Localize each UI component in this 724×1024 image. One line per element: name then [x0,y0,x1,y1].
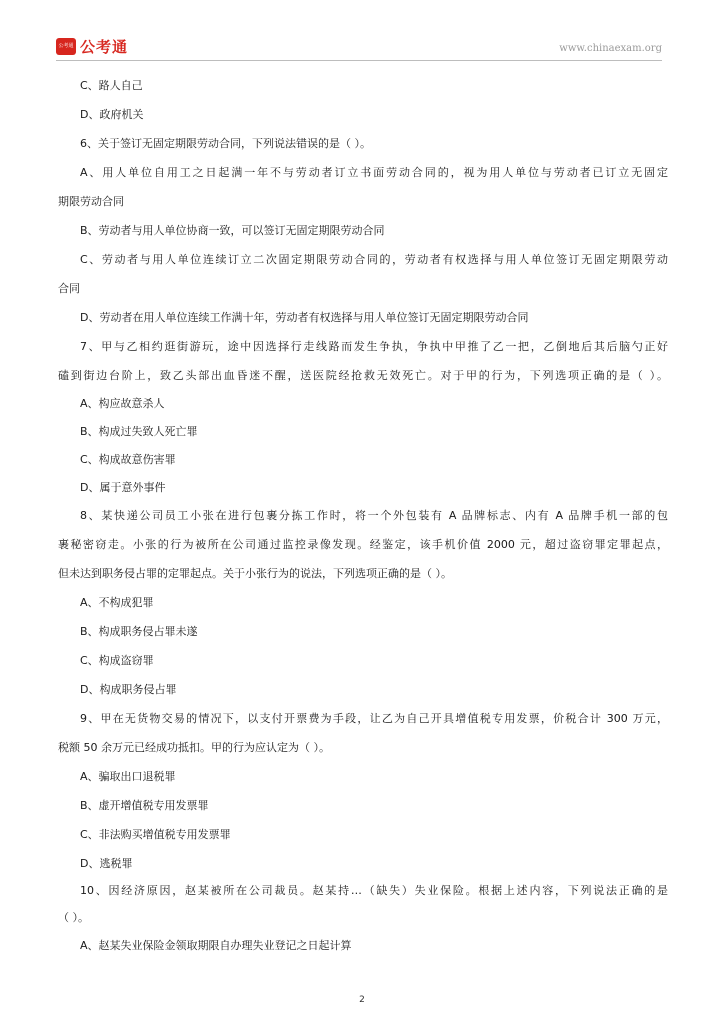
text-line: B、虚开增值税专用发票罪 [80,799,209,812]
text-line: A、骗取出口退税罪 [80,770,176,783]
logo-text: 公考通 [80,38,129,56]
text-line: B、构成职务侵占罪未遂 [80,625,198,638]
text-line: A、构应故意杀人 [80,397,165,410]
text-line: C、劳动者与用人单位连续订立二次固定期限劳动合同的，劳动者有权选择与用人单位签订无固定期限劳动 [80,253,668,266]
text-line: D、属于意外事件 [80,481,166,494]
text-line: D、构成职务侵占罪 [80,683,177,696]
logo[interactable] [56,36,128,57]
text-line: 税额 50 余万元已经成功抵扣。甲的行为应认定为（ ）。 [58,741,330,754]
text-line: A、用人单位自用工之日起满一年不与劳动者订立书面劳动合同的，视为用人单位与劳动者已订立无固定 [80,166,668,179]
logo-badge: 公考通 [56,38,76,55]
text-line: D、劳动者在用人单位连续工作满十年，劳动者有权选择与用人单位签订无固定期限劳动合同 [80,311,529,324]
page-header [56,36,662,58]
text-line: 裹秘密窃走。小张的行为被所在公司通过监控录像发现。经鉴定，该手机价值 2000 元，超过盗窃罪定罪起点， [58,538,668,551]
text-line: C、构成盗窃罪 [80,654,154,667]
question-8: 8、某快递公司员工小张在进行包裹分拣工作时，将一个外包装有 A 品牌标志、内有 A 品牌手机一部的包 [80,509,668,522]
question-6: 6、关于签订无固定期限劳动合同，下列说法错误的是（ ）。 [80,137,371,150]
text-line: 但未达到职务侵占罪的定罪起点。关于小张行为的说法，下列选项正确的是（ ）。 [58,567,452,580]
text-line: C、路人自己 [80,79,143,92]
text-line: C、非法购买增值税专用发票罪 [80,828,231,841]
text-line: B、劳动者与用人单位协商一致，可以签订无固定期限劳动合同 [80,224,385,237]
text-line: （ ）。 [58,911,89,924]
text-line: B、构成过失致人死亡罪 [80,425,198,438]
text-line: 期限劳动合同 [58,195,124,208]
text-line: A、赵某失业保险金领取期限自办理失业登记之日起计算 [80,939,352,952]
question-10: 10、因经济原因，赵某被所在公司裁员。赵某持…（缺失）失业保险。根据上述内容，下列说法正确的是 [80,884,668,897]
text-line: D、政府机关 [80,108,144,121]
page-number: 2 [359,995,365,1005]
site-url[interactable]: www.chinaexam.org [559,43,662,54]
question-9: 9、甲在无货物交易的情况下，以支付开票费为手段，让乙为自己开具增值税专用发票，价税合计 300 万元， [80,712,668,725]
text-line: 合同 [58,282,80,295]
question-7: 7、甲与乙相约逛街游玩，途中因选择行走线路而发生争执，争执中甲推了乙一把，乙倒地后其后脑勺正好 [80,340,668,353]
text-line: 磕到街边台阶上，致乙头部出血昏迷不醒，送医院经抢救无效死亡。对于甲的行为，下列选项正确的是（ ）。 [58,369,668,382]
text-line: A、不构成犯罪 [80,596,154,609]
header-divider [56,60,662,61]
text-line: D、逃税罪 [80,857,133,870]
text-line: C、构成故意伤害罪 [80,453,176,466]
